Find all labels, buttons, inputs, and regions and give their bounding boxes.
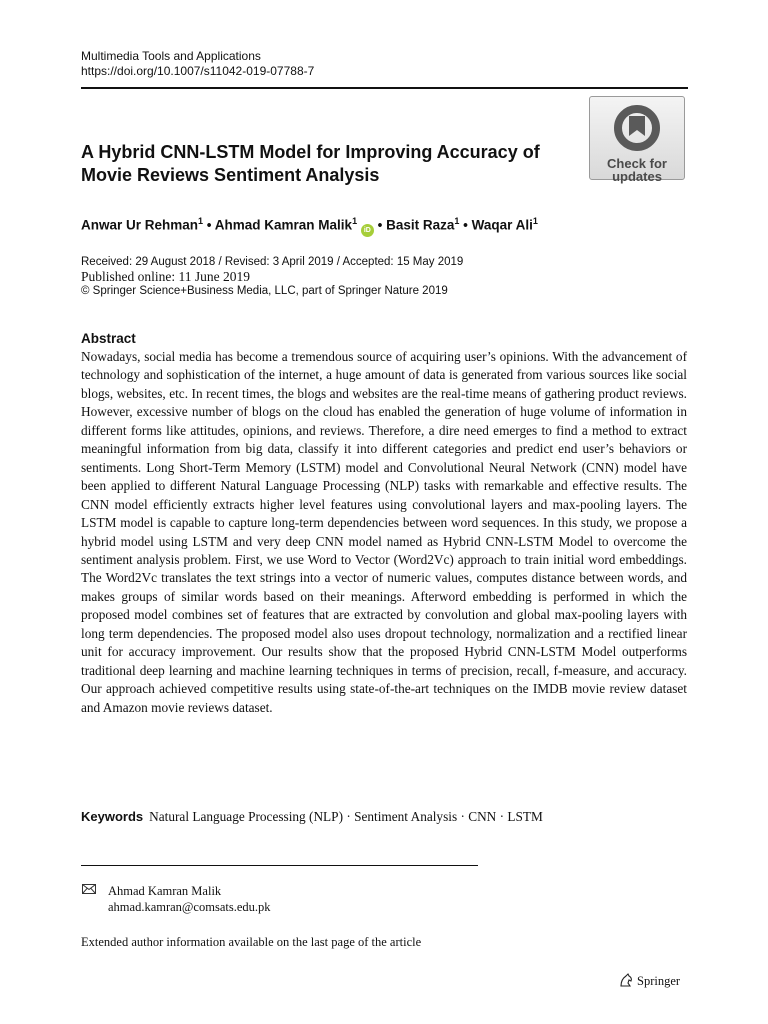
publication-dates: Received: 29 August 2018 / Revised: 3 April 2019 / Accepted: 15 May 2019 xyxy=(81,256,464,268)
keywords-line xyxy=(81,808,543,826)
journal-name: Multimedia Tools and Applications xyxy=(81,49,261,63)
author-affiliation: 1 xyxy=(532,216,538,226)
extended-author-info: Extended author information available on the last page of the article xyxy=(81,935,422,949)
footnote-rule xyxy=(81,865,478,866)
publisher-name: Springer xyxy=(637,974,681,988)
keywords-text: Natural Language Processing (NLP) · Sentiment Analysis · CNN · LSTM xyxy=(149,809,543,824)
author-name[interactable]: Waqar Ali xyxy=(471,217,533,233)
abstract-heading: Abstract xyxy=(81,331,136,346)
check-for-updates-badge[interactable] xyxy=(589,96,685,184)
author-affiliation: 1 xyxy=(352,216,358,226)
author-name[interactable]: Ahmad Kamran Malik xyxy=(214,217,353,233)
paper-title: A Hybrid CNN-LSTM Model for Improving Accuracy of Movie Reviews Sentiment Analysis xyxy=(81,142,540,185)
author-separator: • xyxy=(459,217,472,233)
author-affiliation: 1 xyxy=(454,216,460,226)
author-separator: • xyxy=(203,217,215,233)
bookmark-ring-icon xyxy=(609,103,665,153)
author-name[interactable]: Basit Raza xyxy=(386,217,455,233)
envelope-icon xyxy=(82,883,96,898)
copyright-notice: © Springer Science+Business Media, LLC, part of Springer Nature 2019 xyxy=(81,285,448,297)
springer-logo xyxy=(618,972,680,989)
header-rule xyxy=(81,87,688,89)
published-online-date: Published online: 11 June 2019 xyxy=(81,269,250,284)
corresponding-author-email[interactable]: ahmad.kamran@comsats.edu.pk xyxy=(108,900,271,914)
keywords-label: Keywords xyxy=(81,809,144,824)
abstract-text: Nowadays, social media has become a tremendous source of acquiring user’s opinions. With the advancement of technology and sophistication of the internet, a huge amount of data is generated from various sources like social blogs, websites, etc. In recent times, the blogs and websites are the real-time means of gathering product reviews. However, excessive number of blogs on the cloud has enabled the generation of huge volume of information in different forms like attitudes, opinions, and reviews. Therefore, a dire need emerges to find a method to extract meaningful information from big data, classify it into different categories and predict end user’s behaviors or sentiments. Long Short-Term Memory (LSTM) model and Convolutional Neural Network (CNN) model have been applied to different Natural Language Processing (NLP) tasks with remarkable and effective results. The CNN model efficiently extracts higher level features using convolutional layers and max-pooling layers. The LSTM model is capable to capture long-term dependencies between word sequences. In this study, we propose a hybrid model using LSTM and very deep CNN model named as Hybrid CNN-LSTM Model to overcome the sentiment analysis problem. First, we use Word to Vector (Word2Vc) approach to train initial word embeddings. The Word2Vc translates the text strings into a vector of numeric values, computes distance between words, and makes groups of similar words based on their meanings. Afterword embedding is performed in which the proposed model combines set of features that are extracted by convolution and global max-pooling layers with long term dependencies. The proposed model also uses dropout technology, normalization and a rectified linear unit for accuracy improvement. Our results show that the proposed Hybrid CNN-LSTM Model outperforms traditional deep learning and machine learning techniques in terms of precision, recall, f-measure, and accuracy. Our approach achieved competitive results using state-of-the-art techniques on the IMDB movie review dataset and Amazon movie reviews dataset. xyxy=(81,349,687,715)
doi-link[interactable]: https://doi.org/10.1007/s11042-019-07788-7 xyxy=(81,64,315,78)
springer-horse-icon xyxy=(618,972,634,988)
author-separator: • xyxy=(373,217,387,233)
author-list xyxy=(81,212,538,237)
corresponding-author-name: Ahmad Kamran Malik xyxy=(108,884,222,898)
check-for-updates-label: Check for updates xyxy=(607,156,667,184)
author-name[interactable]: Anwar Ur Rehman xyxy=(81,217,199,233)
orcid-icon[interactable]: iD xyxy=(361,224,374,237)
author-affiliation: 1 xyxy=(198,216,204,226)
